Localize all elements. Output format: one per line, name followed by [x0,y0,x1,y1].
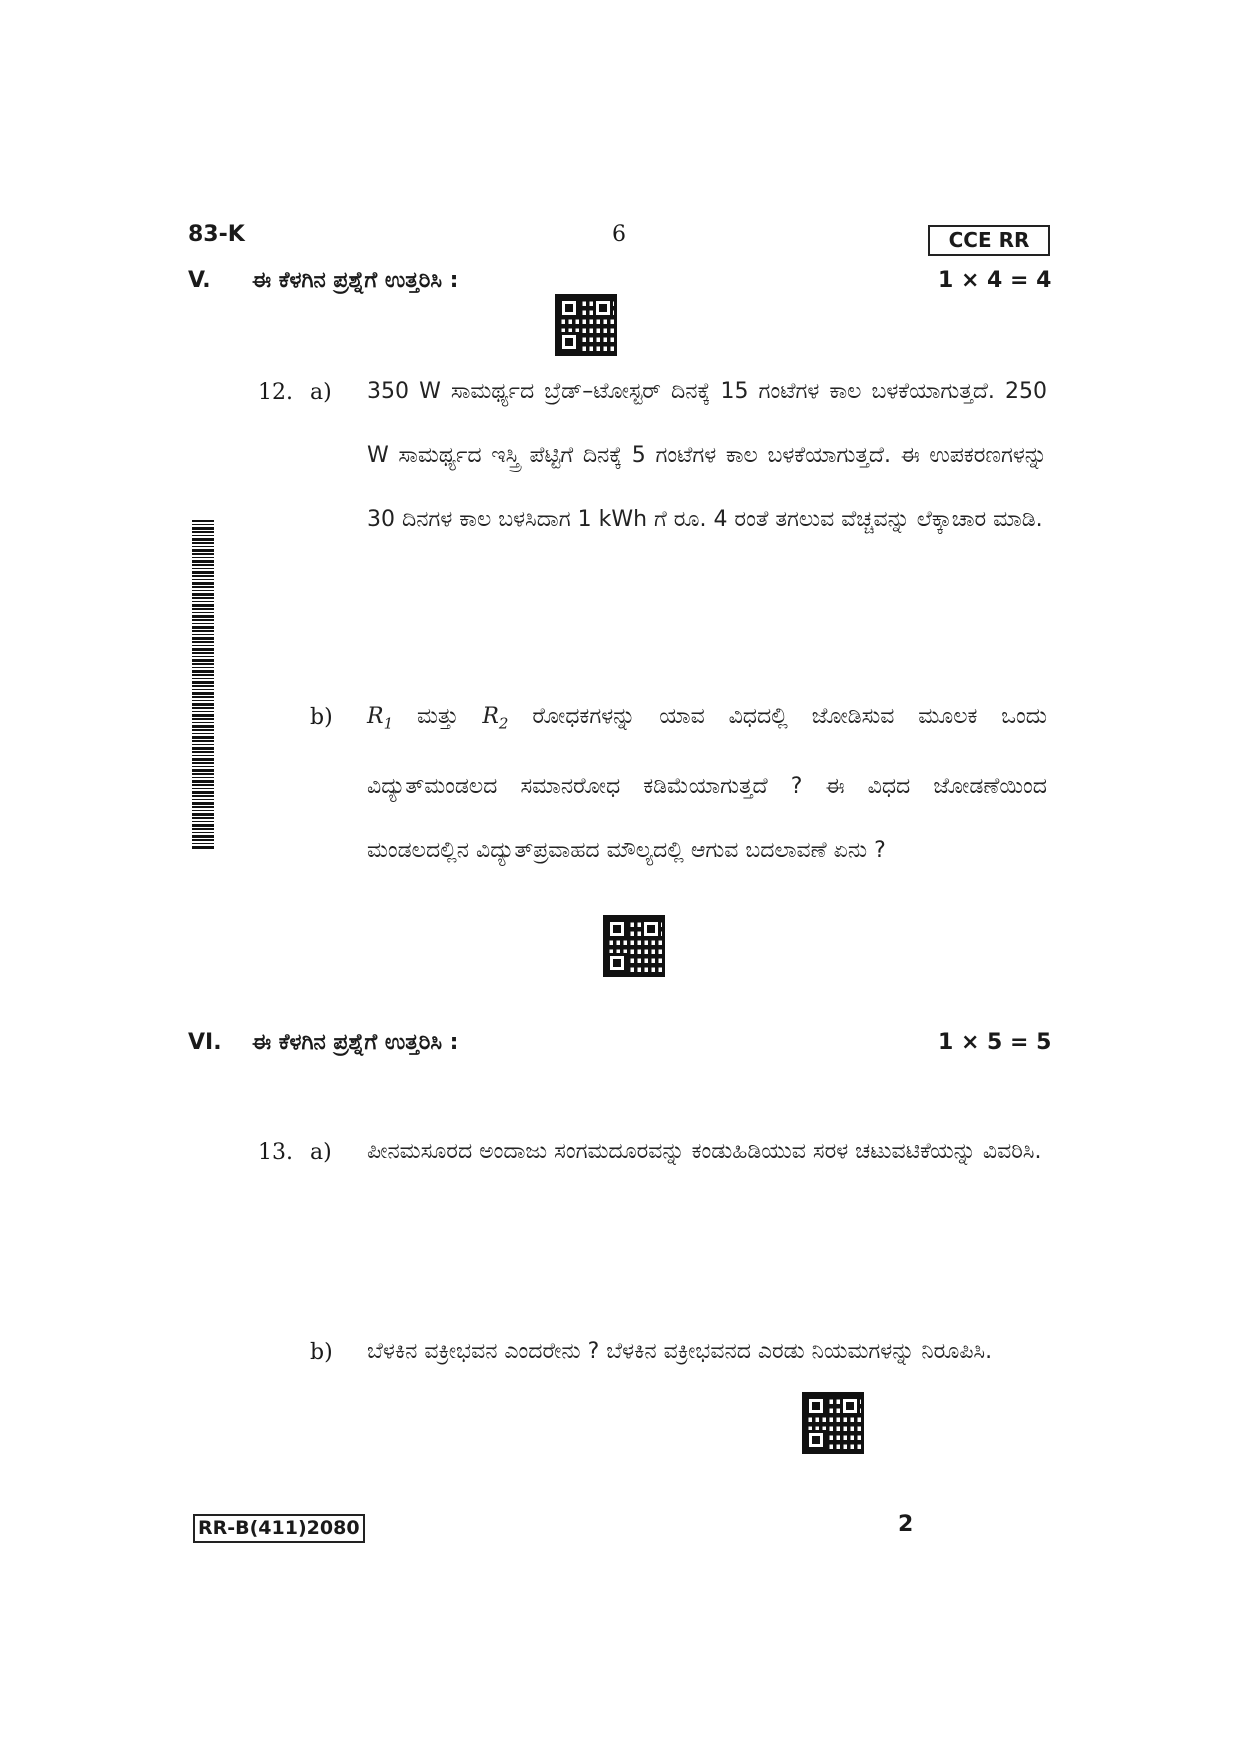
and-word: ಮತ್ತು [417,704,459,729]
qr-code-icon [555,294,617,356]
question-12-number: 12. [258,380,293,405]
question-13a-label: a) [310,1140,332,1165]
question-13-number: 13. [258,1140,293,1165]
section-v-marks: 1 × 4 = 4 [938,268,1052,293]
footer-page-number: 2 [898,1512,914,1537]
resistor-r2-symbol: $R_2$ [482,704,509,733]
question-12b-label: b) [310,705,333,730]
question-13b-label: b) [310,1340,333,1365]
section-v-instruction: ಈ ಕೆಳಗಿನ ಪ್ರಶ್ನೆಗೆ ಉತ್ತರಿಸಿ : [252,268,459,293]
question-12b-text: ರೋಧಕಗಳನ್ನು ಯಾವ ವಿಧದಲ್ಲಿ ಜೋಡಿಸುವ ಮೂಲಕ ಒಂದು ವಿದ್ಯುತ್‌ಮಂಡಲದ ಸಮಾನರೋಧ ಕಡಿಮೆಯಾಗುತ್ತದೆ ? ಈ ವಿಧದ ಜೋಡಣೆಯಿಂದ ಮಂಡಲದಲ್ಲಿನ ವಿದ್ಯುತ್‌ಪ್ರವಾಹದ ಮೌಲ್ಯದಲ್ಲಿ ಆಗುವ ಬದಲಾವಣೆ ಏನು ? [367,704,1047,864]
question-13a-text: ಪೀನಮಸೂರದ ಅಂದಾಜು ಸಂಗಮದೂರವನ್ನು ಕಂಡುಹಿಡಿಯುವ ಸರಳ ಚಟುವಟಿಕೆಯನ್ನು ವಿವರಿಸಿ. [367,1139,1042,1164]
question-12b-text-block [367,685,1047,883]
page-number: 6 [612,222,626,247]
section-vi-marks: 1 × 5 = 5 [938,1030,1052,1055]
qr-code-icon [603,915,665,977]
section-v-number: V. [188,268,211,293]
question-13b-text: ಬೆಳಕಿನ ವಕ್ರೀಭವನ ಎಂದರೇನು ? ಬೆಳಕಿನ ವಕ್ರೀಭವನದ ಎರಡು ನಿಯಮಗಳನ್ನು ನಿರೂಪಿಸಿ. [367,1339,993,1364]
resistor-r1-symbol: $R_1$ [367,704,394,733]
footer-code-box: RR-B(411)2080 [193,1514,365,1543]
section-vi-instruction: ಈ ಕೆಳಗಿನ ಪ್ರಶ್ನೆಗೆ ಉತ್ತರಿಸಿ : [252,1030,459,1055]
paper-code: 83-K [188,222,245,247]
question-12a-label: a) [310,380,332,405]
qr-code-icon [802,1392,864,1454]
series-box: CCE RR [928,225,1050,256]
section-vi-number: VI. [188,1030,222,1055]
question-12a-text: 350 W ಸಾಮರ್ಥ್ಯದ ಬ್ರೆಡ್–ಟೋಸ್ಟರ್ ದಿನಕ್ಕೆ 15 ಗಂಟೆಗಳ ಕಾಲ ಬಳಕೆಯಾಗುತ್ತದೆ. 250 W ಸಾಮರ್ಥ್ಯದ ಇಸ್ತ್ರಿ ಪೆಟ್ಟಿಗೆ ದಿನಕ್ಕೆ 5 ಗಂಟೆಗಳ ಕಾಲ ಬಳಕೆಯಾಗುತ್ತದೆ. ಈ ಉಪಕರಣಗಳನ್ನು 30 ದಿನಗಳ ಕಾಲ ಬಳಸಿದಾಗ 1 kWh ಗೆ ರೂ. 4 ರಂತೆ ತಗಲುವ ವೆಚ್ಚವನ್ನು ಲೆಕ್ಕಾಚಾರ ಮಾಡಿ. [367,379,1047,532]
barcode-icon [192,520,214,850]
